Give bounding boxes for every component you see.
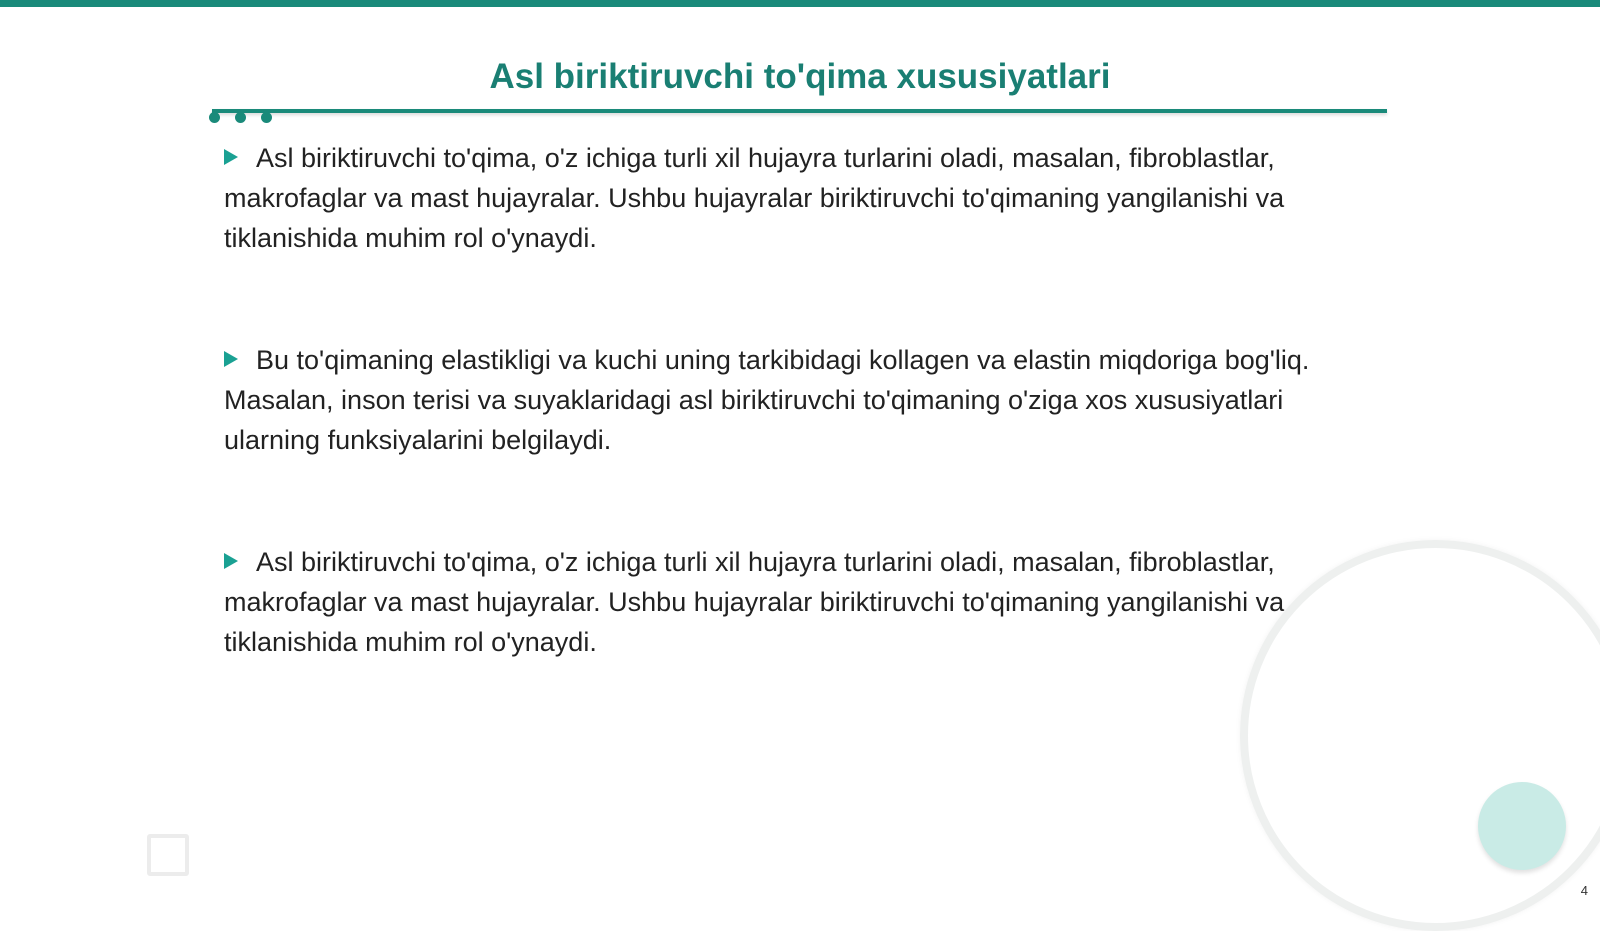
decorative-ring [1240, 540, 1600, 931]
triangle-right-icon [224, 351, 238, 367]
bullet-text: Bu to'qimaning elastikligi va kuchi uning tarkibidagi kollagen va elastin miqdoriga bog'liq. Masalan, inson terisi va suyaklaridagi asl biriktiruvchi to'qimaning o'ziga xos xususiyatlari ularning funksiyalarini belgilaydi. [224, 345, 1310, 455]
bullet-text: Asl biriktiruvchi to'qima, o'z ichiga turli xil hujayra turlarini oladi, masalan, fibroblastlar, makrofaglar va mast hujayralar. Ushbu hujayralar biriktiruvchi to'qimaning yangilanishi va tiklanishida muhim rol o'ynaydi. [224, 143, 1285, 253]
bullet-item [224, 138, 1364, 258]
slide-title: Asl biriktiruvchi to'qima xususiyatlari [489, 57, 1111, 96]
rule-dot [235, 112, 246, 123]
bullet-item [224, 542, 1364, 662]
decorative-circle [1478, 782, 1566, 870]
rule-dot [261, 112, 272, 123]
top-accent-bar [0, 0, 1600, 7]
triangle-right-icon [224, 553, 238, 569]
bullet-item [224, 340, 1364, 460]
bullet-list [224, 138, 1364, 662]
decorative-square [147, 834, 189, 876]
page-number: 4 [1580, 883, 1588, 898]
title-underline [212, 109, 1387, 113]
triangle-right-icon [224, 149, 238, 165]
bullet-text: Asl biriktiruvchi to'qima, o'z ichiga turli xil hujayra turlarini oladi, masalan, fibroblastlar, makrofaglar va mast hujayralar. Ushbu hujayralar biriktiruvchi to'qimaning yangilanishi va tiklanishida muhim rol o'ynaydi. [224, 547, 1285, 657]
rule-dot [209, 112, 220, 123]
